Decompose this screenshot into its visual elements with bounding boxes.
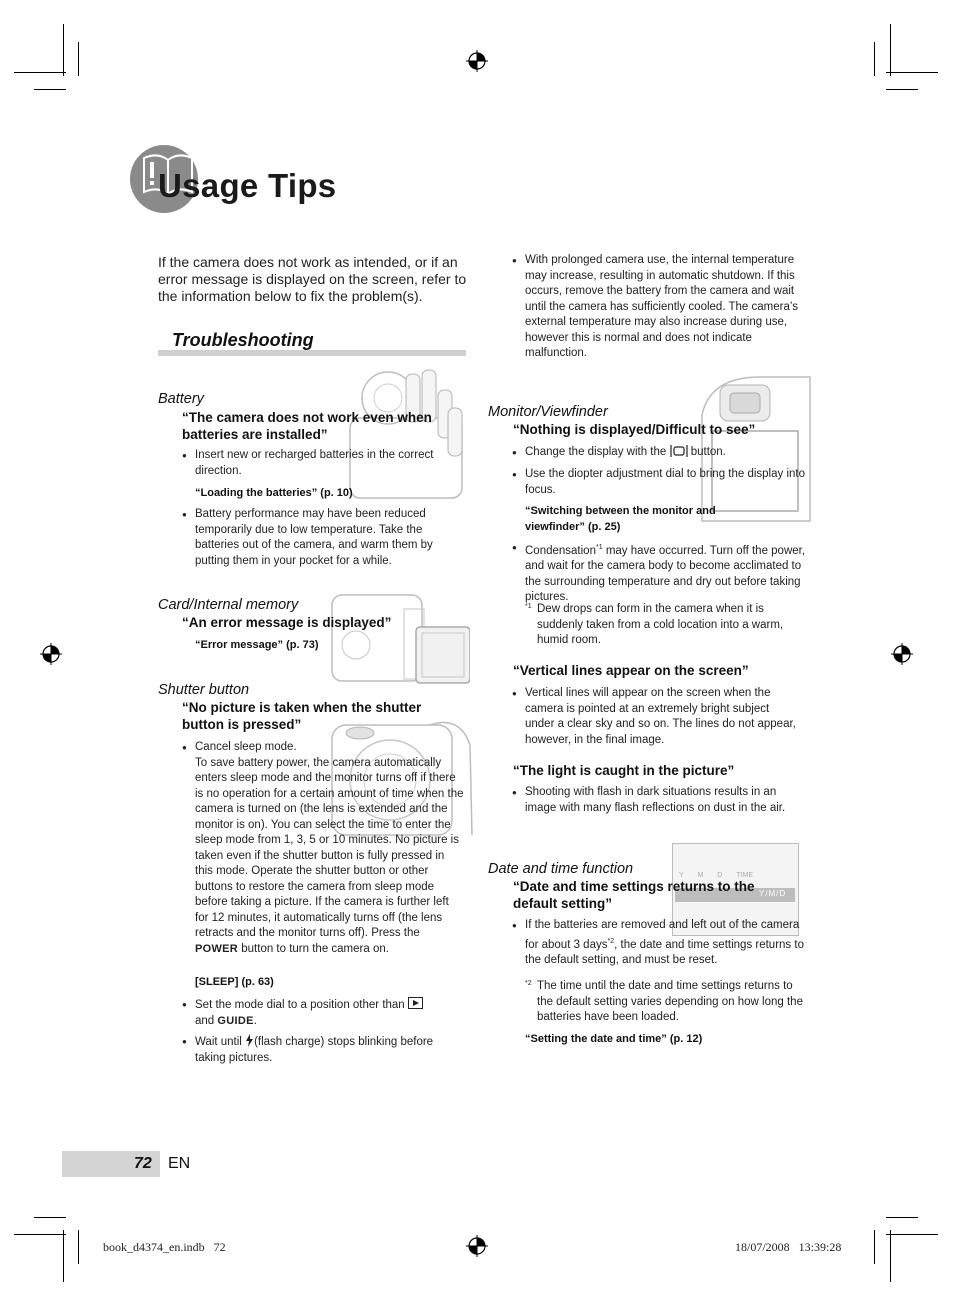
shutter-bullet-1-lead: Cancel sleep mode. [195,741,297,753]
shutter-bullet-1-end: button to turn the camera on. [241,942,389,955]
shutter-heading: Shutter button [158,682,250,698]
registration-mark-icon [466,1235,488,1257]
footnote-2: *2 The time until the date and time settings returns to the default setting varies depending on how long the batteries have been loaded. [525,980,803,1023]
page-language: EN [168,1155,191,1172]
shutter-bullet-2: ● Set the mode dial to a position other than and GUIDE. [182,997,465,1029]
memory-card-illustration [330,585,470,685]
battery-reference: “Loading the batteries” (p. 10) [195,487,353,499]
footnote-1: *1 Dew drops can form in the camera when it is suddenly taken from a cold location into a warm, humid room. [525,603,784,646]
shutter-question: “No picture is taken when the shutter button is pressed” [182,700,422,732]
shutter-bullet-1 [182,740,465,957]
crop-mark [63,24,64,76]
monitor-question-2: “Vertical lines appear on the screen” [513,663,749,678]
crop-mark [874,1230,875,1264]
battery-bullet-1: ● Insert new or recharged batteries in the correct direction. [182,448,465,479]
crop-mark [63,1230,64,1282]
screen-labels: Y M D TIME [679,872,754,879]
crop-mark [14,72,66,73]
section-header [158,330,466,356]
crop-mark [78,1230,79,1264]
card-question: “An error message is displayed” [182,615,392,630]
registration-mark-icon [466,50,488,72]
crop-mark [874,42,875,76]
date-slug: 18/07/2008 13:39:28 [735,1240,842,1254]
registration-mark-icon [891,643,913,665]
datetime-heading: Date and time function [488,861,634,877]
crop-mark [14,1234,66,1235]
crop-mark [890,1230,891,1282]
crop-mark [886,89,918,90]
monitor-reference: “Switching between the monitor and viewfinder” (p. 25) [525,505,716,533]
registration-mark-icon [40,643,62,665]
monitor-question-1: “Nothing is displayed/Difficult to see” [513,422,756,437]
screen-format: Y/M/D [759,889,787,898]
datetime-question: “Date and time settings returns to the default setting” [513,879,755,911]
monitor-bullet-5: ● Shooting with flash in dark situations results in an image with many flash reflections on dust in the air. [512,785,800,816]
crop-mark [886,1234,938,1235]
shutter-bullet-1-body: To save battery power, the camera automatically enters sleep mode and the monitor turns off if there is no operation for a certain amount of time when the camera is turned on (the lens is extended and the monitor is on). You can select the time to enter the sleep mode from 1, 3, 5 or 10 minutes. No picture is taken even if the shutter button is fully pressed in this mode. Operate the shutter button or other buttons to restore the camera from sleep mode before taking a picture. If the camera is further left for 12 minutes, it automatically turns off (the lens retracts and the monitor turns off). Press the [195,756,464,939]
page-number: 72 [134,1155,152,1172]
page-title: Usage Tips [158,167,337,204]
guide-mode-label: GUIDE [217,1014,254,1027]
monitor-bullet-3: ● Condensation$^{*1}$ may have occurred. Turn off the power, and wait for the camera body to become acclimated to the surrounding temperature and dry out before taking pictures. [512,540,810,606]
power-button-label: POWER [195,942,239,955]
datetime-reference: “Setting the date and time” (p. 12) [525,1033,703,1045]
intro-text: If the camera does not work as intended, or if an error message is displayed on the screen, refer to the information below to fix the problem(s). [158,254,467,304]
playback-icon [408,997,423,1009]
shutter-bullet-3: ● Wait until (flash charge) stops blinking before taking pictures. [182,1034,465,1066]
sleep-reference: [SLEEP] (p. 63) [195,976,274,988]
datetime-bullet-1: ● If the batteries are removed and left out of the camera for about 3 days$^{*2}$, the date and time settings returns to the default setting, and must be reset. [512,918,810,968]
card-reference: “Error message” (p. 73) [195,639,319,651]
monitor-bullet-1: ● Change the display with the button. [512,445,805,461]
crop-mark [34,89,66,90]
section-title: Troubleshooting [172,330,314,350]
card-heading: Card/Internal memory [158,597,299,613]
crop-mark [886,72,938,73]
monitor-heading: Monitor/Viewfinder [488,404,608,420]
battery-heading: Battery [158,391,204,407]
flash-charge-icon [245,1034,254,1047]
crop-mark [34,1217,66,1218]
monitor-bullet-2: ● Use the diopter adjustment dial to bring the display into focus. [512,467,810,498]
crop-mark [890,24,891,76]
crop-mark [886,1217,918,1218]
battery-bullet-2: ● Battery performance may have been reduced temporarily due to low temperature. Take the batteries out of the camera, and warm them by putting them in your pocket for a while. [182,507,465,569]
crop-mark [78,42,79,76]
monitor-question-3: “The light is caught in the picture” [513,763,735,778]
display-switch-icon [670,445,688,457]
battery-question: “The camera does not work even when batteries are installed” [182,410,432,442]
prolonged-use-bullet: ● With prolonged camera use, the internal temperature may increase, resulting in automatic shutdown. If this occurs, remove the battery from the camera and wait until the camera has sufficiently cooled. The camera’s external temperature may also increase during use, however this is normal and does not indicate malfunction. [512,253,800,362]
monitor-bullet-4: ● Vertical lines will appear on the screen when the camera is pointed at an extremely bright subject under a clear sky and so on. The lines do not appear, however, in the final image. [512,686,800,748]
file-slug: book_d4374_en.indb 72 [103,1240,226,1254]
